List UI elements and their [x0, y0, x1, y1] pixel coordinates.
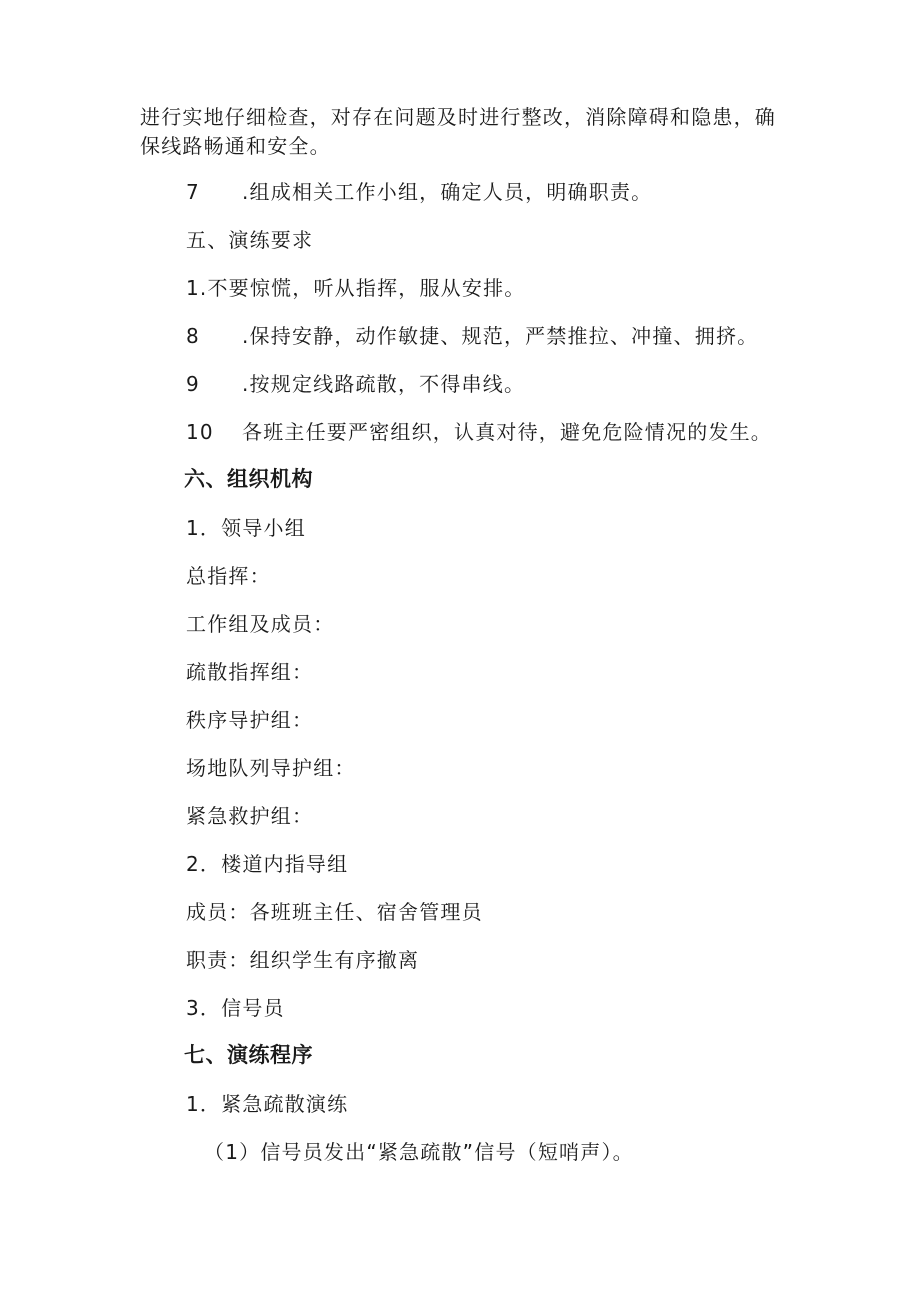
item-text: .保持安静，动作敏捷、规范，严禁推拉、冲撞、拥挤。 — [242, 324, 759, 348]
org-commander: 总指挥： — [186, 564, 271, 588]
item-number: 10 — [186, 420, 214, 444]
requirement-1: 1.不要惊慌，听从指挥，服从安排。 — [186, 276, 526, 300]
section-heading-drill-requirements: 五、演练要求 — [186, 228, 314, 252]
org-members: 成员：各班班主任、宿舍管理员 — [186, 900, 483, 924]
org-signal: 3．信号员 — [186, 996, 285, 1020]
item-number: 7 — [186, 180, 200, 204]
item-number: 9 — [186, 372, 200, 396]
section-heading-organization: 六、组织机构 — [184, 467, 313, 491]
intro-line-1: 进行实地仔细检查，对存在问题及时进行整改，消除障碍和隐患，确 — [140, 105, 776, 129]
list-item-10 — [186, 420, 772, 444]
org-work-group: 工作组及成员： — [186, 612, 335, 636]
procedure-step-1: （1）信号员发出“紧急疏散”信号（短哨声）。 — [204, 1140, 634, 1164]
intro-line-2: 保线路畅通和安全。 — [140, 134, 331, 158]
org-floor-group: 2．楼道内指导组 — [186, 852, 349, 876]
item-text: 各班主任要严密组织，认真对待，避免危险情况的发生。 — [242, 420, 772, 444]
item-text: .按规定线路疏散，不得串线。 — [242, 372, 526, 396]
org-order-group: 秩序导护组： — [186, 708, 314, 732]
org-rescue-group: 紧急救护组： — [186, 804, 314, 828]
org-leader-group: 1．领导小组 — [186, 516, 306, 540]
list-item-8 — [186, 324, 758, 348]
item-number: 8 — [186, 324, 200, 348]
list-item-7 — [186, 180, 652, 204]
list-item-9 — [186, 372, 525, 396]
org-duties: 职责：组织学生有序撤离 — [186, 948, 420, 972]
item-text: .组成相关工作小组，确定人员，明确职责。 — [242, 180, 653, 204]
procedure-drill: 1．紧急疏散演练 — [186, 1092, 349, 1116]
org-evacuation-group: 疏散指挥组： — [186, 660, 314, 684]
org-field-group: 场地队列导护组： — [186, 756, 356, 780]
section-heading-procedure: 七、演练程序 — [184, 1043, 313, 1067]
